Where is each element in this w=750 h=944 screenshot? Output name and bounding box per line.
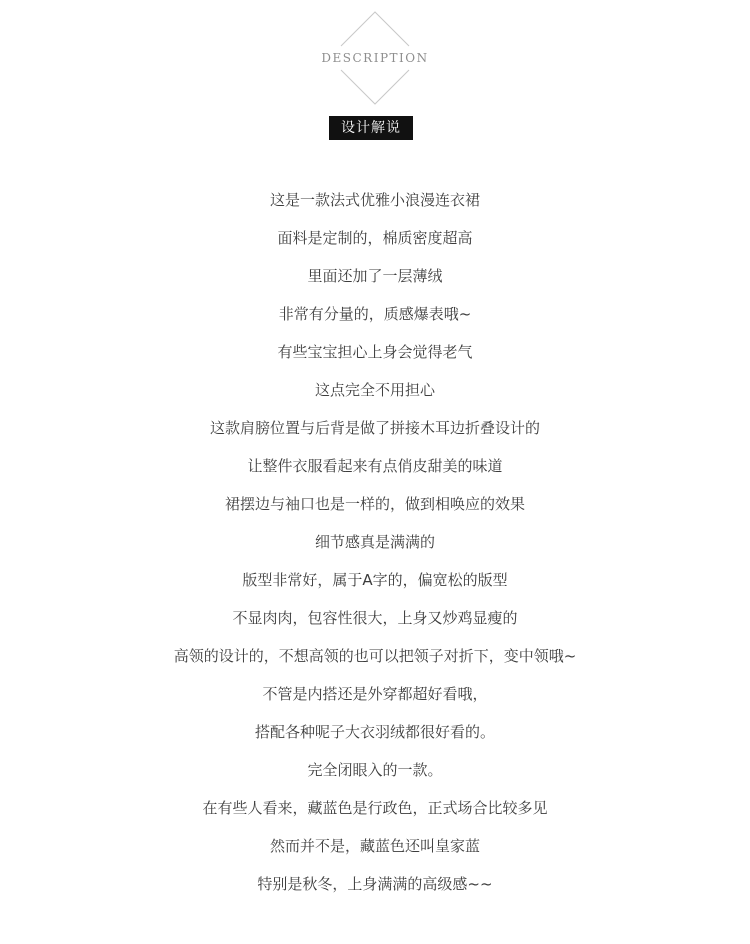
text-line: 细节感真是满满的 [314,533,435,551]
text-line: 在有些人看来，藏蓝色是行政色，正式场合比较多见 [202,799,548,817]
text-line: 裙摆边与袖口也是一样的，做到相唤应的效果 [224,495,525,513]
description-text [0,187,750,909]
text-line: 让整件衣服看起来有点俏皮甜美的味道 [247,457,503,475]
text-line: 高领的设计的，不想高领的也可以把领子对折下，变中领哦~ [173,647,577,665]
text-line: 有些宝宝担心上身会觉得老气 [277,343,473,361]
description-heading: DESCRIPTION [321,51,429,65]
text-line: 不显肉肉，包容性很大，上身又炒鸡显瘦的 [232,609,518,627]
text-line: 这款肩膀位置与后背是做了拼接木耳边折叠设计的 [209,419,540,437]
text-line: 非常有分量的，质感爆表哦~ [278,305,472,323]
text-line: 不管是内搭还是外穿都超好看哦， [262,685,488,703]
text-line: 面料是定制的，棉质密度超高 [277,229,473,247]
text-line: 里面还加了一层薄绒 [307,267,443,285]
text-line: 完全闭眼入的一款。 [307,761,443,779]
text-line: 版型非常好，属于A字的，偏宽松的版型 [242,571,508,589]
text-line: 然而并不是，藏蓝色还叫皇家蓝 [269,837,480,855]
text-line: 这点完全不用担心 [314,381,435,399]
design-notes-badge: 设计解说 [329,116,413,140]
section-header [0,0,750,120]
text-line: 特别是秋冬，上身满满的高级感~~ [257,875,493,893]
text-line: 搭配各种呢子大衣羽绒都很好看的。 [254,723,495,741]
text-line: 这是一款法式优雅小浪漫连衣裙 [269,191,480,209]
